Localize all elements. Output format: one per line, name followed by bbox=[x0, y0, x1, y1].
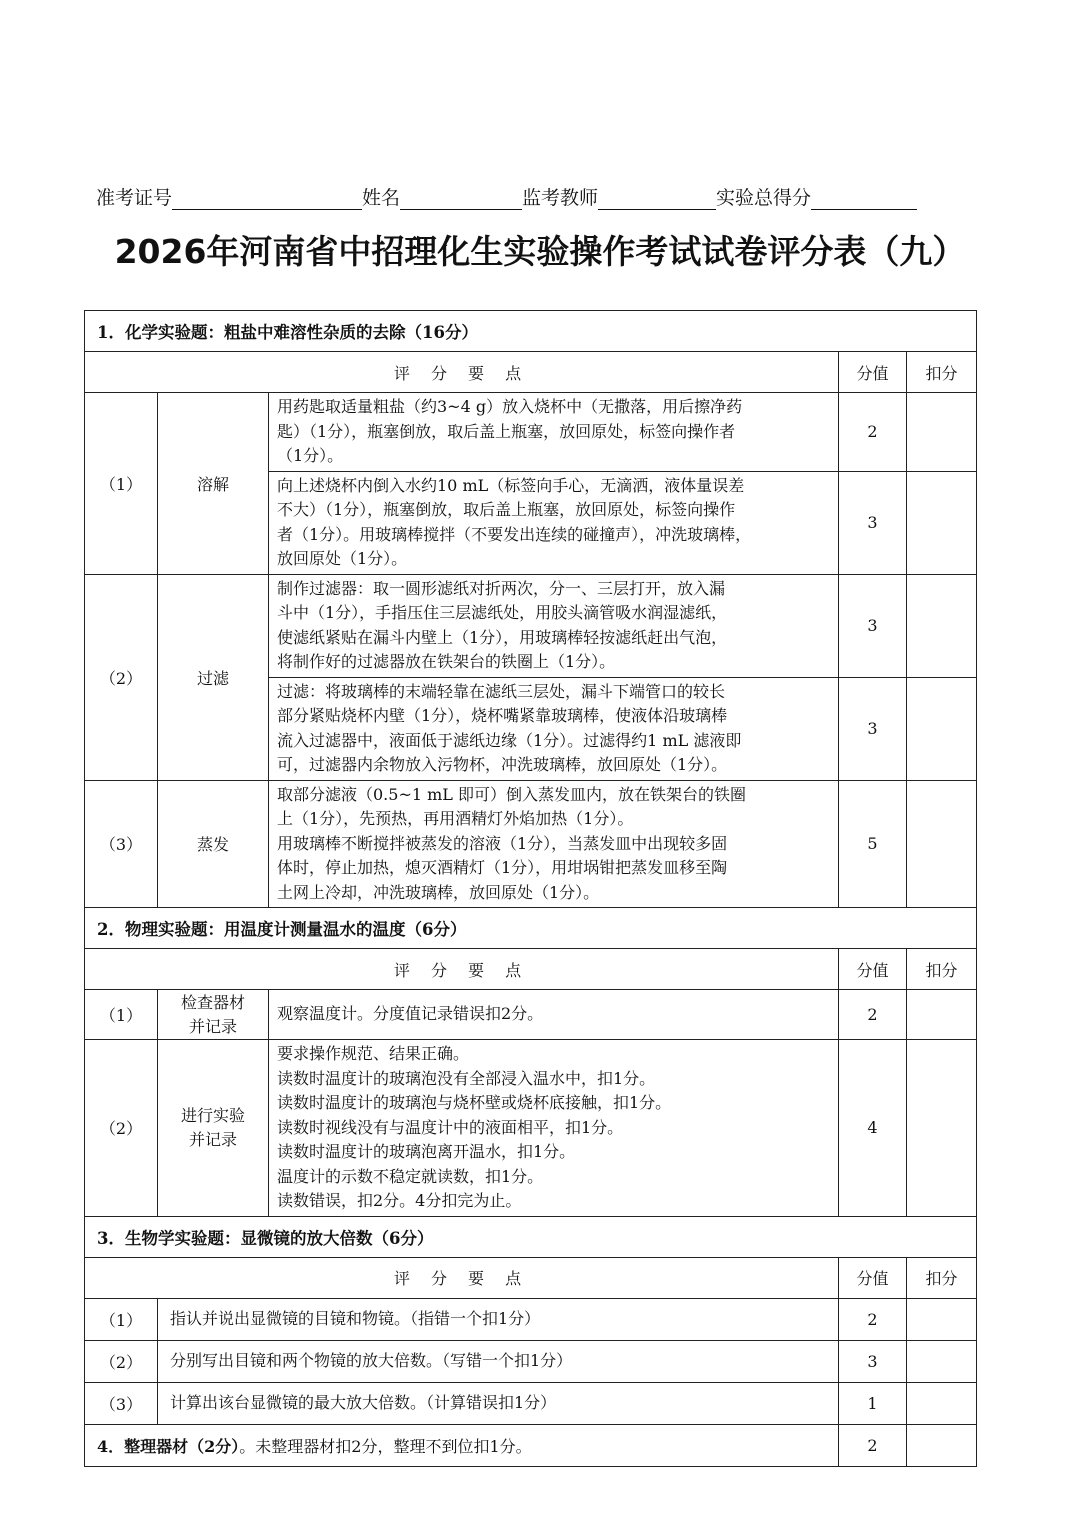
criteria-line: （1分）。 bbox=[277, 446, 344, 465]
criteria-text bbox=[269, 1040, 839, 1217]
deduct-cell[interactable] bbox=[907, 574, 977, 677]
score-value: 2 bbox=[839, 990, 907, 1040]
deduct-cell[interactable] bbox=[907, 780, 977, 908]
score-value: 5 bbox=[839, 780, 907, 908]
proctor-label: 监考教师 bbox=[522, 187, 599, 209]
criteria-text bbox=[269, 780, 839, 908]
criteria-line: 过滤：将玻璃棒的末端轻靠在滤纸三层处，漏斗下端管口的较长 bbox=[277, 681, 726, 701]
criteria-line: 读数时温度计的玻璃泡与烧杯壁或烧杯底接触，扣1分。 bbox=[277, 1093, 672, 1112]
criteria-line: 取部分滤液（0.5~1 mL 即可）倒入蒸发皿内，放在铁架台的铁圈 bbox=[277, 784, 747, 804]
deduct-cell[interactable] bbox=[907, 677, 977, 780]
score-value: 2 bbox=[839, 393, 907, 472]
criteria-line: 土网上冷却，冲洗玻璃棒，放回原处（1分）。 bbox=[277, 882, 600, 902]
deduct-header: 扣分 bbox=[907, 352, 977, 393]
score-header: 分值 bbox=[839, 949, 907, 990]
criteria-line: 可，过滤器内余物放入污物杯，冲洗玻璃棒，放回原处（1分）。 bbox=[277, 755, 728, 774]
table-row bbox=[85, 1040, 977, 1217]
biology-column-header-row bbox=[85, 1257, 977, 1298]
deduct-header: 扣分 bbox=[907, 1257, 977, 1298]
scoring-table bbox=[84, 310, 977, 1467]
score-value: 3 bbox=[839, 574, 907, 677]
criteria-line: 制作过滤器：取一圆形滤纸对折两次，分一、三层打开，放入漏 bbox=[277, 578, 726, 598]
score-value: 3 bbox=[839, 677, 907, 780]
score-value: 1 bbox=[839, 1382, 907, 1424]
deduct-cell[interactable] bbox=[907, 1424, 977, 1466]
page-title: 2026年河南省中招理化生实验操作考试试卷评分表（九） bbox=[114, 232, 966, 271]
criteria-text: 指认并说出显微镜的目镜和物镜。（指错一个扣1分） bbox=[158, 1298, 839, 1340]
name-label: 姓名 bbox=[362, 187, 401, 209]
criteria-line: 用玻璃棒不断搅拌被蒸发的溶液（1分），当蒸发皿中出现较多固 bbox=[277, 833, 728, 853]
deduct-cell[interactable] bbox=[907, 393, 977, 472]
total-score-label: 实验总得分 bbox=[716, 187, 812, 209]
item-number: （3） bbox=[85, 780, 158, 908]
score-value: 4 bbox=[839, 1040, 907, 1217]
cleanup-row bbox=[85, 1424, 977, 1466]
item-number: （3） bbox=[85, 1382, 158, 1424]
item-number: （2） bbox=[85, 574, 158, 780]
step-name: 蒸发 bbox=[158, 780, 269, 908]
criteria-line: 要求操作规范、结果正确。 bbox=[277, 1044, 470, 1063]
step-line: 进行实验 bbox=[180, 1105, 245, 1125]
criteria-line: 读数时温度计的玻璃泡没有全部浸入温水中，扣1分。 bbox=[277, 1068, 656, 1088]
criteria-line: 读数错误，扣2分。4分扣完为止。 bbox=[277, 1191, 522, 1210]
criteria-line: 体时，停止加热，熄灭酒精灯（1分），用坩埚钳把蒸发皿移至陶 bbox=[277, 858, 728, 877]
item-number: （1） bbox=[85, 990, 158, 1040]
item-number: （2） bbox=[85, 1040, 158, 1217]
chemistry-section-title-row bbox=[85, 311, 977, 352]
criteria-text bbox=[269, 990, 839, 1040]
criteria-line: 向上述烧杯内倒入水约10 mL（标签向手心，无滴洒，液体量误差 bbox=[277, 475, 745, 495]
cleanup-title: 4．整理器材（2分） bbox=[97, 1436, 240, 1456]
criteria-line: 使滤纸紧贴在漏斗内壁上（1分），用玻璃棒轻按滤纸赶出气泡， bbox=[277, 627, 728, 647]
item-number: （2） bbox=[85, 1340, 158, 1382]
score-header: 分值 bbox=[839, 1257, 907, 1298]
deduct-cell[interactable] bbox=[907, 1298, 977, 1340]
step-line: 并记录 bbox=[188, 1016, 237, 1036]
score-value: 2 bbox=[839, 1424, 907, 1466]
criteria-text bbox=[269, 574, 839, 677]
criteria-line: 读数时温度计的玻璃泡离开温水，扣1分。 bbox=[277, 1142, 576, 1161]
criteria-line: 用药匙取适量粗盐（约3~4 g）放入烧杯中（无撒落，用后擦净药 bbox=[277, 397, 743, 416]
deduct-cell[interactable] bbox=[907, 471, 977, 574]
exam-id-blank[interactable] bbox=[172, 187, 362, 210]
table-row bbox=[85, 1298, 977, 1340]
deduct-cell[interactable] bbox=[907, 1340, 977, 1382]
table-row bbox=[85, 990, 977, 1040]
table-row bbox=[85, 1382, 977, 1424]
criteria-line: 读数时视线没有与温度计中的液面相平，扣1分。 bbox=[277, 1117, 624, 1137]
step-name: 溶解 bbox=[158, 393, 269, 575]
biology-section-title: 3．生物学实验题：显微镜的放大倍数（6分） bbox=[85, 1216, 977, 1257]
candidate-info-line bbox=[96, 180, 976, 210]
criteria-text bbox=[269, 393, 839, 472]
criteria-line: 部分紧贴烧杯内壁（1分），烧杯嘴紧靠玻璃棒，使液体沿玻璃棒 bbox=[277, 706, 728, 725]
criteria-text bbox=[269, 677, 839, 780]
points-header: 评 分 要 点 bbox=[85, 949, 839, 990]
points-header: 评 分 要 点 bbox=[85, 352, 839, 393]
step-line: 检查器材 bbox=[180, 992, 245, 1012]
criteria-line: 上（1分），先预热，再用酒精灯外焰加热（1分）。 bbox=[277, 809, 634, 828]
table-row bbox=[85, 393, 977, 472]
biology-section-title-row bbox=[85, 1216, 977, 1257]
score-value: 3 bbox=[839, 471, 907, 574]
criteria-line: 温度计的示数不稳定就读数，扣1分。 bbox=[277, 1166, 544, 1186]
table-row bbox=[85, 574, 977, 677]
criteria-line: 者（1分）。用玻璃棒搅拌（不要发出连续的碰撞声），冲洗玻璃棒， bbox=[277, 524, 752, 544]
step-name: 过滤 bbox=[158, 574, 269, 780]
criteria-line: 流入过滤器中，液面低于滤纸边缘（1分）。过滤得约1 mL 滤液即 bbox=[277, 730, 742, 750]
step-line: 并记录 bbox=[188, 1129, 237, 1149]
deduct-cell[interactable] bbox=[907, 1040, 977, 1217]
criteria-line: 将制作好的过滤器放在铁架台的铁圈上（1分）。 bbox=[277, 652, 616, 671]
criteria-line: 放回原处（1分）。 bbox=[277, 549, 408, 568]
cleanup-rule: 。未整理器材扣2分，整理不到位扣1分。 bbox=[239, 1436, 532, 1456]
exam-id-label: 准考证号 bbox=[96, 187, 173, 209]
proctor-blank[interactable] bbox=[598, 187, 716, 210]
table-row bbox=[85, 1340, 977, 1382]
criteria-line: 不大）（1分），瓶塞倒放，取后盖上瓶塞，放回原处，标签向操作 bbox=[277, 500, 736, 519]
criteria-text: 计算出该台显微镜的最大放大倍数。（计算错误扣1分） bbox=[158, 1382, 839, 1424]
criteria-line: 匙）（1分），瓶塞倒放，取后盖上瓶塞，放回原处，标签向操作者 bbox=[277, 421, 736, 441]
physics-section-title: 2．物理实验题：用温度计测量温水的温度（6分） bbox=[85, 908, 977, 949]
step-name bbox=[158, 1040, 269, 1217]
chemistry-section-title: 1．化学实验题：粗盐中难溶性杂质的去除（16分） bbox=[85, 311, 977, 352]
points-header: 评 分 要 点 bbox=[85, 1257, 839, 1298]
item-number: （1） bbox=[85, 1298, 158, 1340]
table-row bbox=[85, 780, 977, 908]
deduct-header: 扣分 bbox=[907, 949, 977, 990]
deduct-cell[interactable] bbox=[907, 990, 977, 1040]
physics-section-title-row bbox=[85, 908, 977, 949]
physics-column-header-row bbox=[85, 949, 977, 990]
total-score-blank[interactable] bbox=[811, 187, 917, 210]
criteria-line: 斗中（1分），手指压住三层滤纸处，用胶头滴管吸水润湿滤纸， bbox=[277, 603, 728, 622]
cleanup-text bbox=[85, 1424, 839, 1466]
score-header: 分值 bbox=[839, 352, 907, 393]
name-blank[interactable] bbox=[400, 187, 522, 210]
deduct-cell[interactable] bbox=[907, 1382, 977, 1424]
chemistry-column-header-row bbox=[85, 352, 977, 393]
item-number: （1） bbox=[85, 393, 158, 575]
step-name bbox=[158, 990, 269, 1040]
score-value: 2 bbox=[839, 1298, 907, 1340]
criteria-text bbox=[269, 471, 839, 574]
score-value: 3 bbox=[839, 1340, 907, 1382]
criteria-text: 分别写出目镜和两个物镜的放大倍数。（写错一个扣1分） bbox=[158, 1340, 839, 1382]
criteria-line: 观察温度计。分度值记录错误扣2分。 bbox=[277, 1004, 544, 1024]
